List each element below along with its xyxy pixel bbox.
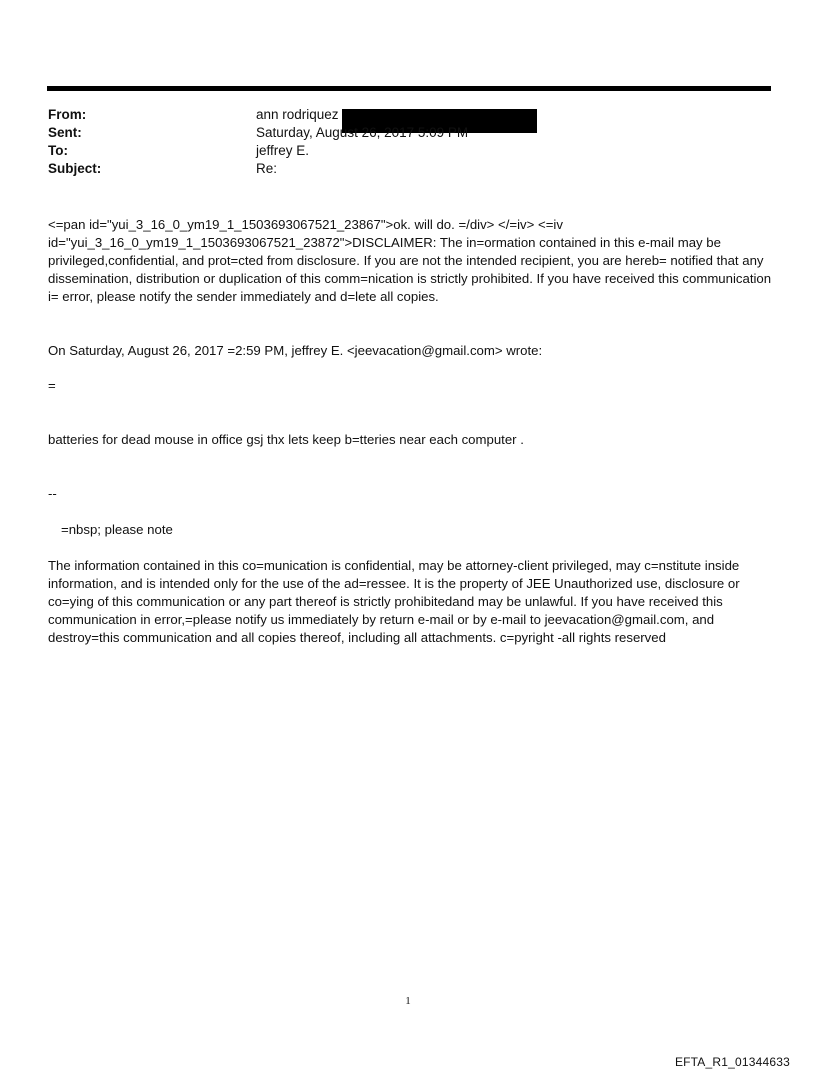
header-divider (47, 86, 771, 91)
signature-separator: -- (48, 486, 57, 501)
please-note-line: =nbsp; please note (61, 522, 173, 537)
disclaimer-paragraph: <=pan id="yui_3_16_0_ym19_1_1503693067521_23867">ok. will do. =/div> </=iv> <=iv id="yui_3_16_0_ym19_1_1503693067521_23872">DISCLAIMER: The in=ormation contained in this e-mail may be privileged,confidential, and prot=cted from disclosure. If you are not the intended recipient, you are hereb= notified that any dissemination, distribution or duplication of this comm=nication is strictly prohibited. If you have received this communication i= error, please notify the sender immediately and d=lete all copies. (48, 217, 772, 304)
sent-row (48, 124, 748, 142)
from-row (48, 106, 748, 124)
subject-label: Subject: (48, 161, 102, 176)
confidentiality-notice: The information contained in this co=munication is confidential, may be attorney-client privileged, may c=nstitute inside information, and is intended only for the use of the ad=ressee. It is the property of JEE Unauthorized use, disclosure or co=ying of this communication or any part thereof is strictly prohibitedand may be unlawful. If you have received this communication in error,=please notify us immediately by return e-mail or by e-mail to jeevacation@gmail.com, and destroy=this communication and all copies thereof, including all attachments. c=pyright -all rights reserved (48, 558, 740, 645)
quoted-message: batteries for dead mouse in office gsj thx lets keep b=tteries near each computer . (48, 432, 524, 447)
to-row (48, 142, 748, 160)
equals-line: = (48, 378, 56, 393)
sent-label: Sent: (48, 125, 82, 140)
from-value: ann rodriquez (256, 107, 339, 122)
bates-number: EFTA_R1_01344633 (674, 1055, 790, 1069)
from-label: From: (48, 107, 87, 122)
to-label: To: (48, 143, 68, 158)
to-value: jeffrey E. (256, 143, 310, 158)
page-number: 1 (405, 995, 411, 1007)
email-header (48, 106, 748, 178)
quoted-intro: On Saturday, August 26, 2017 =2:59 PM, jeffrey E. <jeevacation@gmail.com> wrote: (48, 343, 543, 358)
subject-value: Re: (256, 161, 278, 176)
sent-value: Saturday, August 26, 2017 5:09 PM (256, 125, 469, 140)
subject-row (48, 160, 748, 178)
